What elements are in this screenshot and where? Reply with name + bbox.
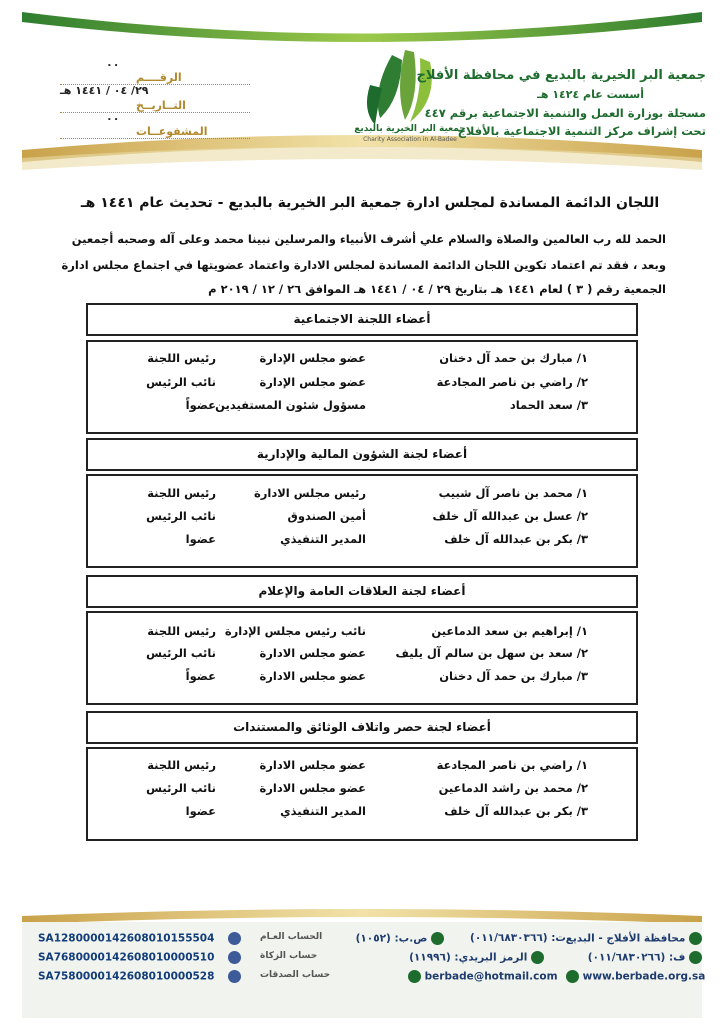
account-label: الحساب العـام: [260, 932, 323, 942]
account-number: SA7680000142608010000510: [38, 951, 215, 964]
contact-pobox: ص.ب: (١٠٥٢): [356, 932, 444, 945]
member-role: رئيس اللجنة: [147, 624, 216, 638]
letterhead-header: [0, 0, 724, 180]
intro-line-1: الحمد لله رب العالمين والصلاة والسلام علي أشرف الأنبياء والمرسلين نبينا محمد وعلى آله وصحبه أجمعين: [71, 232, 666, 246]
ref-date-value: ٢٩/ ٠٤ / ١٤٤١ هـ: [60, 84, 149, 97]
committee-title: أعضاء لجنة حصر واتلاف الوثائق والمستندات: [86, 711, 638, 744]
member-name: ٢/ عسل بن عبدالله آل خلف: [432, 509, 588, 523]
member-position: عضو مجلس الإدارة: [259, 375, 366, 389]
location-icon: [689, 932, 702, 945]
ref-date-label: التــاريــخ: [136, 99, 186, 112]
committee-members: [86, 611, 638, 705]
bank-icon: [228, 951, 241, 964]
member-position: مسؤول شئون المستفيدين: [215, 398, 366, 412]
postal-icon: [531, 951, 544, 964]
member-position: المدير التنفيذي: [280, 804, 366, 818]
member-name: ٣/ مبارك بن حمد آل دخنان: [439, 669, 588, 683]
email-icon: [408, 970, 421, 983]
ref-date-line: [60, 112, 250, 113]
member-role: نائب الرئيس: [146, 781, 216, 795]
member-position: عضو مجلس الادارة: [259, 646, 366, 660]
member-name: ١/ مبارك بن حمد آل دخنان: [439, 351, 588, 365]
ref-number-label: الرقــــم: [136, 71, 182, 84]
member-role: رئيس اللجنة: [147, 351, 216, 365]
letterhead-footer: [0, 898, 724, 1024]
member-position: نائب رئيس مجلس الإدارة: [224, 624, 366, 638]
account-number: SA7580000142608010000528: [38, 970, 215, 983]
member-role: رئيس اللجنة: [147, 758, 216, 772]
member-role: نائب الرئيس: [146, 509, 216, 523]
member-position: المدير التنفيذي: [280, 532, 366, 546]
ref-attachments-line: [60, 138, 250, 139]
member-position: عضو مجلس الادارة: [259, 758, 366, 772]
member-name: ٣/ بكر بن عبدالله آل خلف: [444, 804, 588, 818]
intro-line-2: وبعد ، فقد تم اعتماد تكوين اللجان الدائمة المساندة لمجلس الادارة واعتماد عضويتها في اجتماع مجلس ادارة: [61, 258, 666, 272]
contact-phone: ت: (٠١١/٦٨٣٠٣٦٦): [470, 932, 566, 944]
account-number: SA1280000142608010155504: [38, 932, 215, 945]
ref-number-value: ٠٠: [106, 58, 120, 71]
intro-line-3: الجمعية رقم ( ٣ ) لعام ١٤٤١ هـ بتاريخ ٢٩ / ٠٤ / ١٤٤١ هـ الموافق ٢٦ / ١٢ / ٢٠١٩ م: [208, 282, 666, 296]
logo-emblem: [367, 50, 432, 125]
member-position: عضو مجلس الادارة: [259, 781, 366, 795]
committee-members: [86, 747, 638, 841]
committee-members: [86, 340, 638, 434]
committee-members: [86, 474, 638, 568]
member-position: عضو مجلس الإدارة: [259, 351, 366, 365]
fax-icon: [689, 951, 702, 964]
org-supervision: تحت إشراف مركز التنمية الاجتماعية بالأفلاج: [457, 124, 706, 138]
member-role: عضوا: [185, 532, 216, 546]
member-name: ٢/ سعد بن سهل بن سالم آل يليف: [395, 646, 588, 660]
bank-icon: [228, 970, 241, 983]
account-row: [38, 932, 323, 945]
contact-address: محافظة الأفلاج - البديع: [566, 932, 702, 945]
ref-attachments-value: ٠٠: [106, 112, 120, 125]
org-registration: مسجلة بوزارة العمل والتنمية الاجتماعية برقم ٤٤٧: [424, 106, 706, 120]
member-name: ١/ راضي بن ناصر المجادعة: [436, 758, 588, 772]
bank-icon: [228, 932, 241, 945]
member-role: رئيس اللجنة: [147, 486, 216, 500]
committee-title: أعضاء اللجنة الاجتماعية: [86, 303, 638, 336]
member-name: ٣/ سعد الحماد: [509, 398, 588, 412]
globe-icon: [566, 970, 579, 983]
logo-english-name: Charity Association in Al-Badee: [363, 136, 457, 143]
mailbox-icon: [431, 932, 444, 945]
account-row: [38, 951, 318, 964]
member-role: عضواً: [185, 669, 216, 683]
member-name: ٢/ راضي بن ناصر المجادعة: [436, 375, 588, 389]
member-role: عضوا: [185, 804, 216, 818]
contact-email[interactable]: berbade@hotmail.com: [408, 970, 558, 983]
member-name: ١/ محمد بن ناصر آل شبيب: [438, 486, 588, 500]
account-label: حساب الصدقات: [260, 970, 331, 980]
member-position: عضو مجلس الادارة: [259, 669, 366, 683]
member-role: نائب الرئيس: [146, 646, 216, 660]
page-title: اللجان الدائمة المساندة لمجلس ادارة جمعية البر الخيرية بالبديع - تحديث عام ١٤٤١ هـ: [80, 195, 660, 211]
member-role: عضواً: [185, 398, 216, 412]
account-label: حساب الزكاة: [260, 951, 318, 961]
committee-title: أعضاء لجنة العلاقات العامة والإعلام: [86, 575, 638, 608]
member-role: نائب الرئيس: [146, 375, 216, 389]
org-name: جمعية البر الخيرية بالبديع في محافظة الأفلاج: [416, 68, 706, 83]
org-founded: أسست عام ١٤٢٤ هـ: [537, 88, 644, 101]
member-name: ٣/ بكر بن عبدالله آل خلف: [444, 532, 588, 546]
member-name: ٢/ محمد بن راشد الدماعين: [438, 781, 588, 795]
committee-title: أعضاء لجنة الشؤون المالية والإدارية: [86, 438, 638, 471]
account-row: [38, 970, 331, 983]
member-name: ١/ إبراهيم بن سعد الدماعين: [431, 624, 588, 638]
contact-website[interactable]: www.berbade.org.sa: [566, 970, 705, 983]
ref-attachments-label: المشفوعــات: [136, 125, 208, 138]
contact-postal: الرمز البريدي: (١١٩٩٦): [409, 951, 544, 964]
logo-arabic-name: جمعية البر الخيرية بالبديع: [354, 124, 466, 134]
member-position: أمين الصندوق: [287, 509, 366, 523]
contact-fax: ف: (٠١١/٦٨٣٠٢٦٦): [588, 951, 702, 964]
member-position: رئيس مجلس الادارة: [253, 486, 366, 500]
